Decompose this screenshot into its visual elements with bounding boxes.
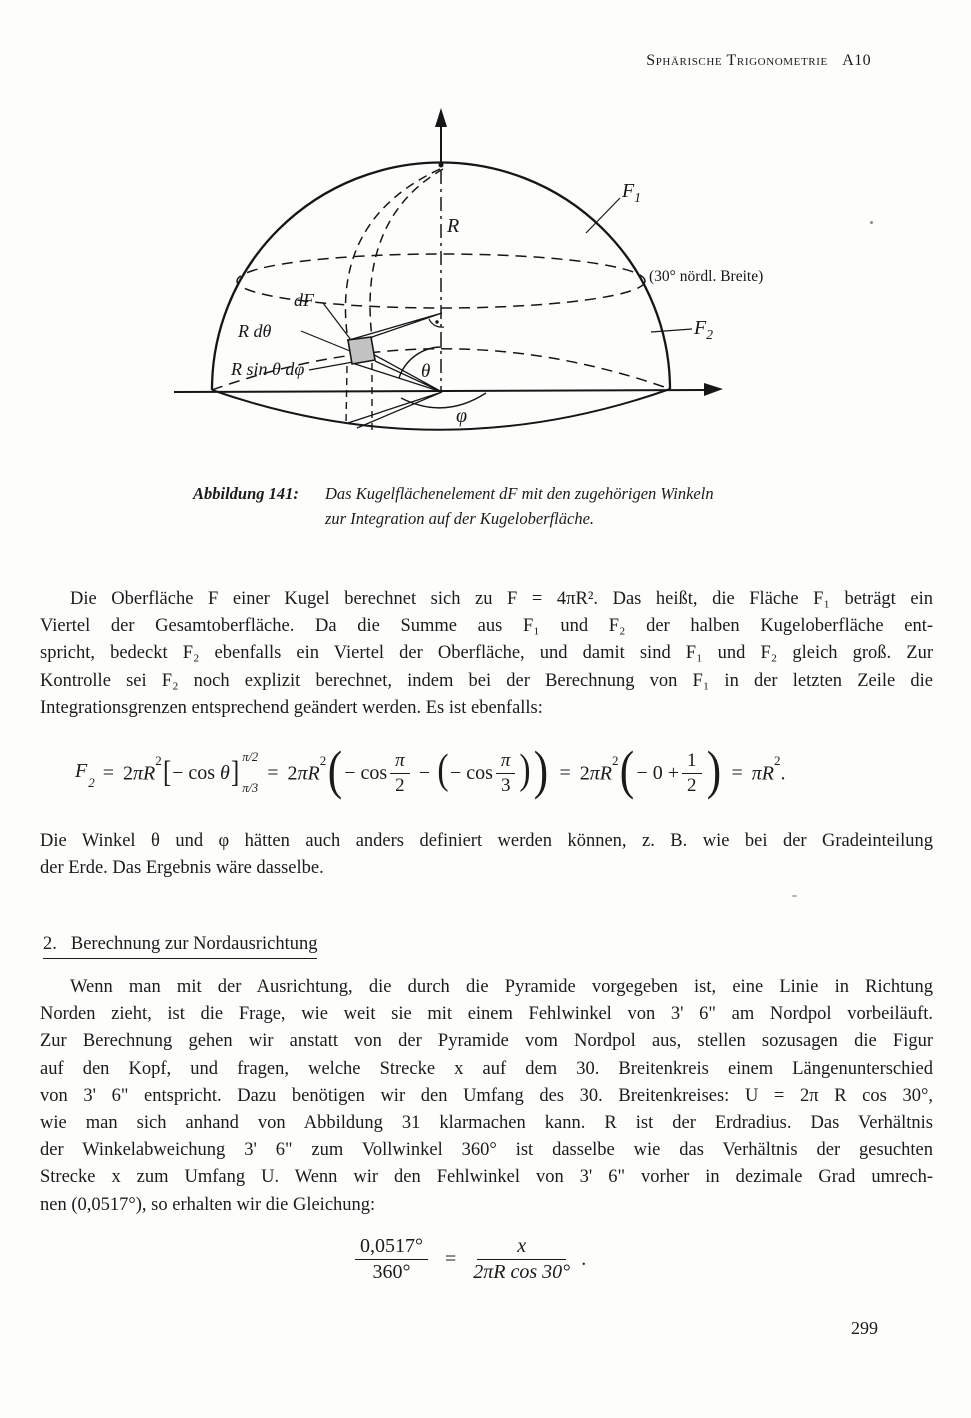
text-line: wie man sich anhand von Abbildung 31 klarmachen kann. R ist der Erdradius. Das Verhältnis bbox=[40, 1113, 933, 1134]
latitude-radius-lines bbox=[349, 313, 442, 340]
paren-open: ( bbox=[620, 740, 635, 801]
label-F1: $F_1$ bbox=[622, 180, 641, 205]
text-line: Die Oberfläche F einer Kugel berechnet sich zu F = 4πR². Das heißt, die Fläche F₁ beträgt ein bbox=[70, 589, 933, 609]
fraction-angle: $\frac{0,0517^\circ}{360^\circ}$ bbox=[355, 1235, 428, 1284]
fraction-pi-3: $\frac{\pi}{3}$ bbox=[496, 750, 516, 797]
text-line: spricht, bedeckt F₂ ebenfalls ein Viertel der Oberfläche, und damit sind F₁ und F₂ gleich groß. Zur bbox=[40, 643, 933, 664]
fraction-pi-2: $\frac{\pi}{2}$ bbox=[390, 750, 410, 797]
label-RsinThetaDphi: R sin θ dφ bbox=[231, 359, 305, 379]
vertical-axis-arrowhead bbox=[435, 108, 447, 127]
integration-limits: π/2 π/3 bbox=[242, 750, 259, 795]
formula-result: $\pi R^2$. bbox=[751, 753, 786, 785]
formula-F2-integral bbox=[75, 738, 871, 808]
label-latitude: (30° nördl. Breite) bbox=[649, 268, 764, 285]
label-phi: φ bbox=[456, 405, 468, 427]
section-number: 2. bbox=[43, 934, 57, 954]
paragraph-north-alignment bbox=[40, 974, 933, 1219]
paren-close: ) bbox=[706, 740, 721, 801]
text-line: Wenn man mit der Ausrichtung, die durch die Pyramide vorgegeben ist, eine Linie in Richtung bbox=[70, 977, 933, 997]
figure-caption-number: Abbildung 141: bbox=[193, 484, 299, 503]
formula-lhs: $F_2$ bbox=[75, 760, 95, 790]
running-header bbox=[646, 52, 871, 70]
figure-caption bbox=[193, 481, 714, 531]
text-line: Zur Berechnung gehen wir anstatt von der Pyramide vom Nordpol aus, stellen sozusagen die Figur bbox=[40, 1031, 933, 1052]
formula-term: $2\pi R^2$ bbox=[123, 753, 162, 785]
text-line: Strecke x zum Umfang U. Wenn wir den Fehlwinkel von 3' 6" vorher in dezimale Grad umrech- bbox=[40, 1167, 933, 1188]
equals-sign: = bbox=[731, 761, 743, 784]
paren-group: ( − cos $\frac{\pi}{2}$ − ( − cos $\frac{\pi}{3}$ ) ) bbox=[328, 740, 549, 801]
section-heading bbox=[43, 934, 317, 959]
text-line: Viertel der Gesamtoberfläche. Da die Summe aus F₁ und F₂ der halben Kugeloberfläche ent- bbox=[40, 616, 933, 637]
section-title: Berechnung zur Nordausrichtung bbox=[70, 934, 318, 954]
formula-term: $2\pi R^2$ bbox=[579, 753, 619, 785]
dome-outline bbox=[212, 162, 670, 390]
leader-RdTheta bbox=[301, 331, 350, 351]
caption-line: zur Integration auf der Kugeloberfläche. bbox=[325, 509, 595, 528]
page-number: 299 bbox=[851, 1318, 878, 1338]
equals-sign: = bbox=[445, 1247, 457, 1270]
bracket-evaluation: [ − cos θ ] π/2 π/3 bbox=[162, 750, 259, 795]
paren-group: ( − 0 + $\frac{1}{2}$ ) bbox=[620, 740, 721, 801]
text-line: Norden zieht, ist die Frage, wie weit sie mit einem Fehlwinkel von 3' 6" am Nordpol vorbeiläuft. bbox=[40, 1004, 933, 1025]
text-line: Integrationsgrenzen entsprechend geändert werden. Es ist ebenfalls: bbox=[40, 697, 543, 718]
figure-caption-text bbox=[325, 481, 714, 531]
inner-paren-open: ( bbox=[437, 747, 449, 794]
header-title: Sphärische Trigonometrie bbox=[646, 52, 828, 69]
hemisphere-figure bbox=[0, 95, 971, 467]
label-R: R bbox=[447, 215, 460, 237]
surface-element-dF bbox=[348, 337, 375, 364]
leader-dF bbox=[323, 303, 351, 340]
inner-paren-close: ) bbox=[519, 747, 532, 794]
paragraph-angles bbox=[40, 828, 933, 882]
text-line: der Winkelabweichung 3' 6" zum Vollwinkel 360° ist dasselbe wie das Verhältnis der gesuchten bbox=[40, 1140, 933, 1161]
equals-sign: = bbox=[102, 761, 114, 784]
scan-speck bbox=[870, 221, 873, 224]
caption-line: Das Kugelflächenelement dF mit den zugehörigen Winkeln bbox=[325, 484, 714, 503]
label-theta: θ bbox=[421, 361, 431, 382]
text-line: nen (0,0517°), so erhalten wir die Gleichung: bbox=[40, 1194, 376, 1215]
text-line: Die Winkel θ und φ hätten auch anders definiert werden können, z. B. wie bei der Gradeinteilung bbox=[40, 831, 933, 851]
scan-speck bbox=[792, 895, 797, 897]
label-RdTheta: R dθ bbox=[238, 321, 272, 341]
equals-sign: = bbox=[267, 761, 279, 784]
label-F2: $F_2$ bbox=[694, 317, 713, 342]
leader-F2 bbox=[651, 329, 692, 332]
text-line: auf den Kopf, und fragen, welche Strecke x auf dem 30. Breitenkreis einem Längenunterschied bbox=[40, 1058, 933, 1079]
fraction-distance: $\frac{x}{\text{2πR cos 30°}}$ bbox=[473, 1234, 571, 1283]
formula-ratio bbox=[352, 1226, 586, 1292]
projection-line-left bbox=[346, 366, 347, 424]
dtheta-dot bbox=[435, 320, 438, 323]
header-code: A10 bbox=[842, 52, 871, 69]
phi-angle-arc bbox=[401, 393, 486, 408]
label-dF: dF bbox=[294, 290, 314, 310]
phi-wedge-lines bbox=[348, 392, 442, 428]
outer-paren-close: ) bbox=[534, 740, 549, 801]
fraction-1-2: $\frac{1}{2}$ bbox=[682, 750, 702, 797]
text-line: von 3' 6" entspricht. Dazu benötigen wir den Umfang des 30. Breitenkreises: U = 2π R cos 30°, bbox=[40, 1085, 933, 1106]
equals-sign: = bbox=[559, 761, 571, 784]
text-line: Kontrolle sei F₂ noch explizit berechnet, indem bei der Berechnung von F₁ in der letzten Zeile die bbox=[40, 670, 933, 691]
horizontal-axis-arrowhead bbox=[704, 383, 723, 396]
apex-dot bbox=[439, 163, 444, 168]
formula-term: $2\pi R^2$ bbox=[287, 753, 327, 785]
minus-sign: − bbox=[418, 761, 430, 784]
formula-period: . bbox=[581, 1247, 587, 1270]
text-line: der Erde. Das Ergebnis wäre dasselbe. bbox=[40, 858, 324, 879]
equator-front bbox=[212, 389, 670, 430]
paragraph-surface-area bbox=[40, 586, 933, 722]
